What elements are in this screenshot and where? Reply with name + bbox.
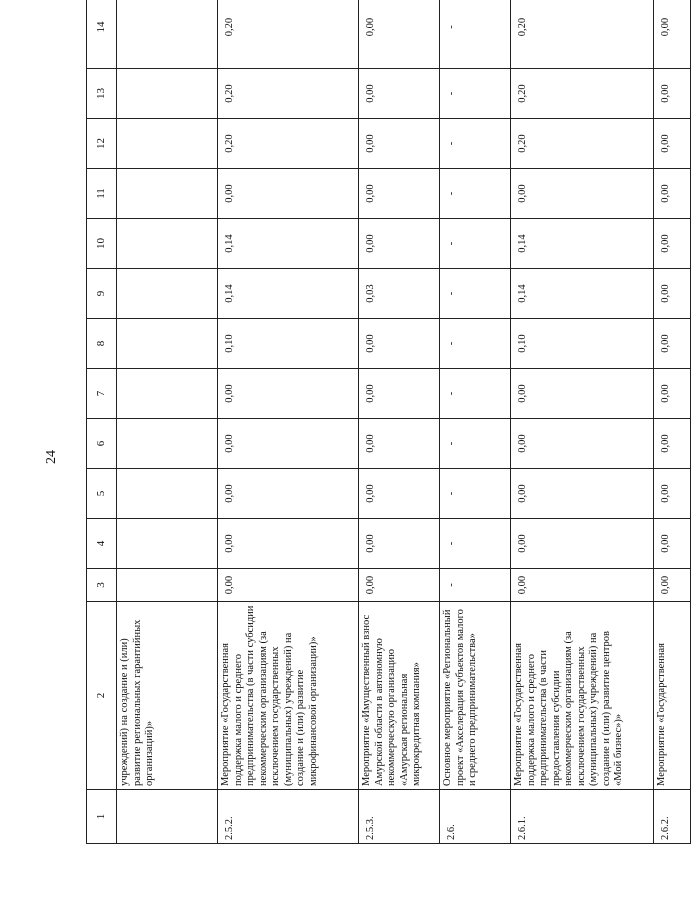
value-cell: 0,00 bbox=[511, 419, 654, 469]
value-cell: 0,00 bbox=[654, 69, 691, 119]
value-cell: - bbox=[440, 169, 511, 219]
value-cell: 0,00 bbox=[218, 519, 359, 569]
value-cell: - bbox=[440, 419, 511, 469]
value-cell bbox=[117, 519, 218, 569]
value-cell: 0,00 bbox=[511, 569, 654, 602]
row-number-cell bbox=[117, 790, 218, 844]
value-cell: 0,00 bbox=[654, 169, 691, 219]
value-cell bbox=[117, 569, 218, 602]
table-row bbox=[218, 0, 359, 844]
value-cell: 0,03 bbox=[359, 269, 440, 319]
value-cell: 0,00 bbox=[359, 369, 440, 419]
col-header: 1 bbox=[87, 790, 117, 844]
col-header: 7 bbox=[87, 369, 117, 419]
col-header: 2 bbox=[87, 602, 117, 790]
value-cell: - bbox=[440, 519, 511, 569]
value-cell: 0,00 bbox=[359, 119, 440, 169]
value-cell: 0,00 bbox=[654, 219, 691, 269]
value-cell: 0,00 bbox=[511, 369, 654, 419]
value-cell: 0,00 bbox=[654, 419, 691, 469]
row-name-cell: Основное мероприятие «Региональный проект «Акселерация субъектов малого и среднего предпринимательства» bbox=[440, 602, 511, 790]
page-number: 24 bbox=[44, 450, 59, 464]
table-row bbox=[117, 0, 218, 844]
value-cell bbox=[117, 319, 218, 369]
value-cell: 0,00 bbox=[359, 569, 440, 602]
table-row bbox=[359, 0, 440, 844]
value-cell: 0,00 bbox=[359, 469, 440, 519]
value-cell: 0,14 bbox=[511, 269, 654, 319]
value-cell: 0,00 bbox=[359, 0, 440, 69]
row-number-cell: 2.5.2. bbox=[218, 790, 359, 844]
row-number-cell: 2.6. bbox=[440, 790, 511, 844]
value-cell bbox=[117, 469, 218, 519]
value-cell: 0,00 bbox=[511, 169, 654, 219]
value-cell: - bbox=[440, 469, 511, 519]
col-header: 4 bbox=[87, 519, 117, 569]
value-cell: - bbox=[440, 269, 511, 319]
value-cell bbox=[117, 119, 218, 169]
value-cell: 0,00 bbox=[654, 119, 691, 169]
value-cell: 0,00 bbox=[359, 419, 440, 469]
value-cell: - bbox=[440, 219, 511, 269]
value-cell: 0,10 bbox=[511, 319, 654, 369]
value-cell: 0,00 bbox=[359, 69, 440, 119]
value-cell: 0,00 bbox=[359, 219, 440, 269]
row-number-cell: 2.5.3. bbox=[359, 790, 440, 844]
value-cell: - bbox=[440, 0, 511, 69]
value-cell bbox=[117, 0, 218, 69]
value-cell bbox=[117, 369, 218, 419]
value-cell: 0,00 bbox=[359, 319, 440, 369]
col-header: 5 bbox=[87, 469, 117, 519]
value-cell: - bbox=[440, 69, 511, 119]
value-cell: 0,00 bbox=[218, 169, 359, 219]
table-header-row bbox=[87, 0, 117, 844]
value-cell: 0,20 bbox=[218, 69, 359, 119]
col-header: 10 bbox=[87, 219, 117, 269]
value-cell: 0,00 bbox=[359, 519, 440, 569]
col-header: 13 bbox=[87, 69, 117, 119]
value-cell: 0,14 bbox=[218, 269, 359, 319]
value-cell: - bbox=[440, 569, 511, 602]
col-header: 6 bbox=[87, 419, 117, 469]
row-name-cell: учреждений) на создание и (или) развитие региональных гарантийных организаций)» bbox=[117, 602, 218, 790]
value-cell bbox=[117, 69, 218, 119]
value-cell: 0,20 bbox=[511, 69, 654, 119]
value-cell: 0,00 bbox=[511, 469, 654, 519]
value-cell: 0,00 bbox=[511, 519, 654, 569]
value-cell: 0,20 bbox=[511, 119, 654, 169]
value-cell: - bbox=[440, 369, 511, 419]
value-cell: 0,14 bbox=[218, 219, 359, 269]
value-cell: 0,00 bbox=[218, 469, 359, 519]
value-cell bbox=[117, 419, 218, 469]
table-row bbox=[511, 0, 654, 844]
value-cell: - bbox=[440, 119, 511, 169]
row-number-cell: 2.6.1. bbox=[511, 790, 654, 844]
value-cell: 0,00 bbox=[654, 519, 691, 569]
value-cell: 0,20 bbox=[218, 0, 359, 69]
col-header: 14 bbox=[87, 0, 117, 69]
col-header: 3 bbox=[87, 569, 117, 602]
value-cell bbox=[117, 269, 218, 319]
table-container bbox=[86, 17, 671, 844]
col-header: 8 bbox=[87, 319, 117, 369]
row-name-cell: Мероприятие «Государственная bbox=[654, 602, 691, 790]
table-row bbox=[654, 0, 691, 844]
value-cell: 0,00 bbox=[654, 369, 691, 419]
value-cell bbox=[117, 219, 218, 269]
value-cell: 0,00 bbox=[218, 569, 359, 602]
value-cell: 0,00 bbox=[218, 369, 359, 419]
value-cell: 0,00 bbox=[654, 469, 691, 519]
col-header: 11 bbox=[87, 169, 117, 219]
col-header: 12 bbox=[87, 119, 117, 169]
row-name-cell: Мероприятие «Имущественный взнос Амурской области в автономную некоммерческую организацию «Амурская региональная микрокредитная компания» bbox=[359, 602, 440, 790]
value-cell: 0,00 bbox=[654, 269, 691, 319]
col-header: 9 bbox=[87, 269, 117, 319]
table-row bbox=[440, 0, 511, 844]
value-cell: 0,10 bbox=[218, 319, 359, 369]
value-cell: 0,00 bbox=[654, 569, 691, 602]
value-cell: 0,20 bbox=[218, 119, 359, 169]
value-cell: - bbox=[440, 319, 511, 369]
value-cell: 0,00 bbox=[359, 169, 440, 219]
value-cell: 0,20 bbox=[511, 0, 654, 69]
value-cell: 0,14 bbox=[511, 219, 654, 269]
value-cell: 0,00 bbox=[654, 0, 691, 69]
row-name-cell: Мероприятие «Государственная поддержка малого и среднего предпринимательства (в части субсидии некоммерческим организациям (за исключением государственных (муниципальных) учреждений) на создание и (или) развитие микрофинансовой организации)» bbox=[218, 602, 359, 790]
data-table bbox=[86, 0, 691, 844]
value-cell: 0,00 bbox=[654, 319, 691, 369]
value-cell: 0,00 bbox=[218, 419, 359, 469]
row-name-cell: Мероприятие «Государственная поддержка малого и среднего предпринимательства (в части предоставления субсидии некоммерческим организациям (за исключением государственных (муниципальных) учреждений) на создание и (или) развитие центров «Мой бизнес»)» bbox=[511, 602, 654, 790]
value-cell bbox=[117, 169, 218, 219]
row-number-cell: 2.6.2. bbox=[654, 790, 691, 844]
